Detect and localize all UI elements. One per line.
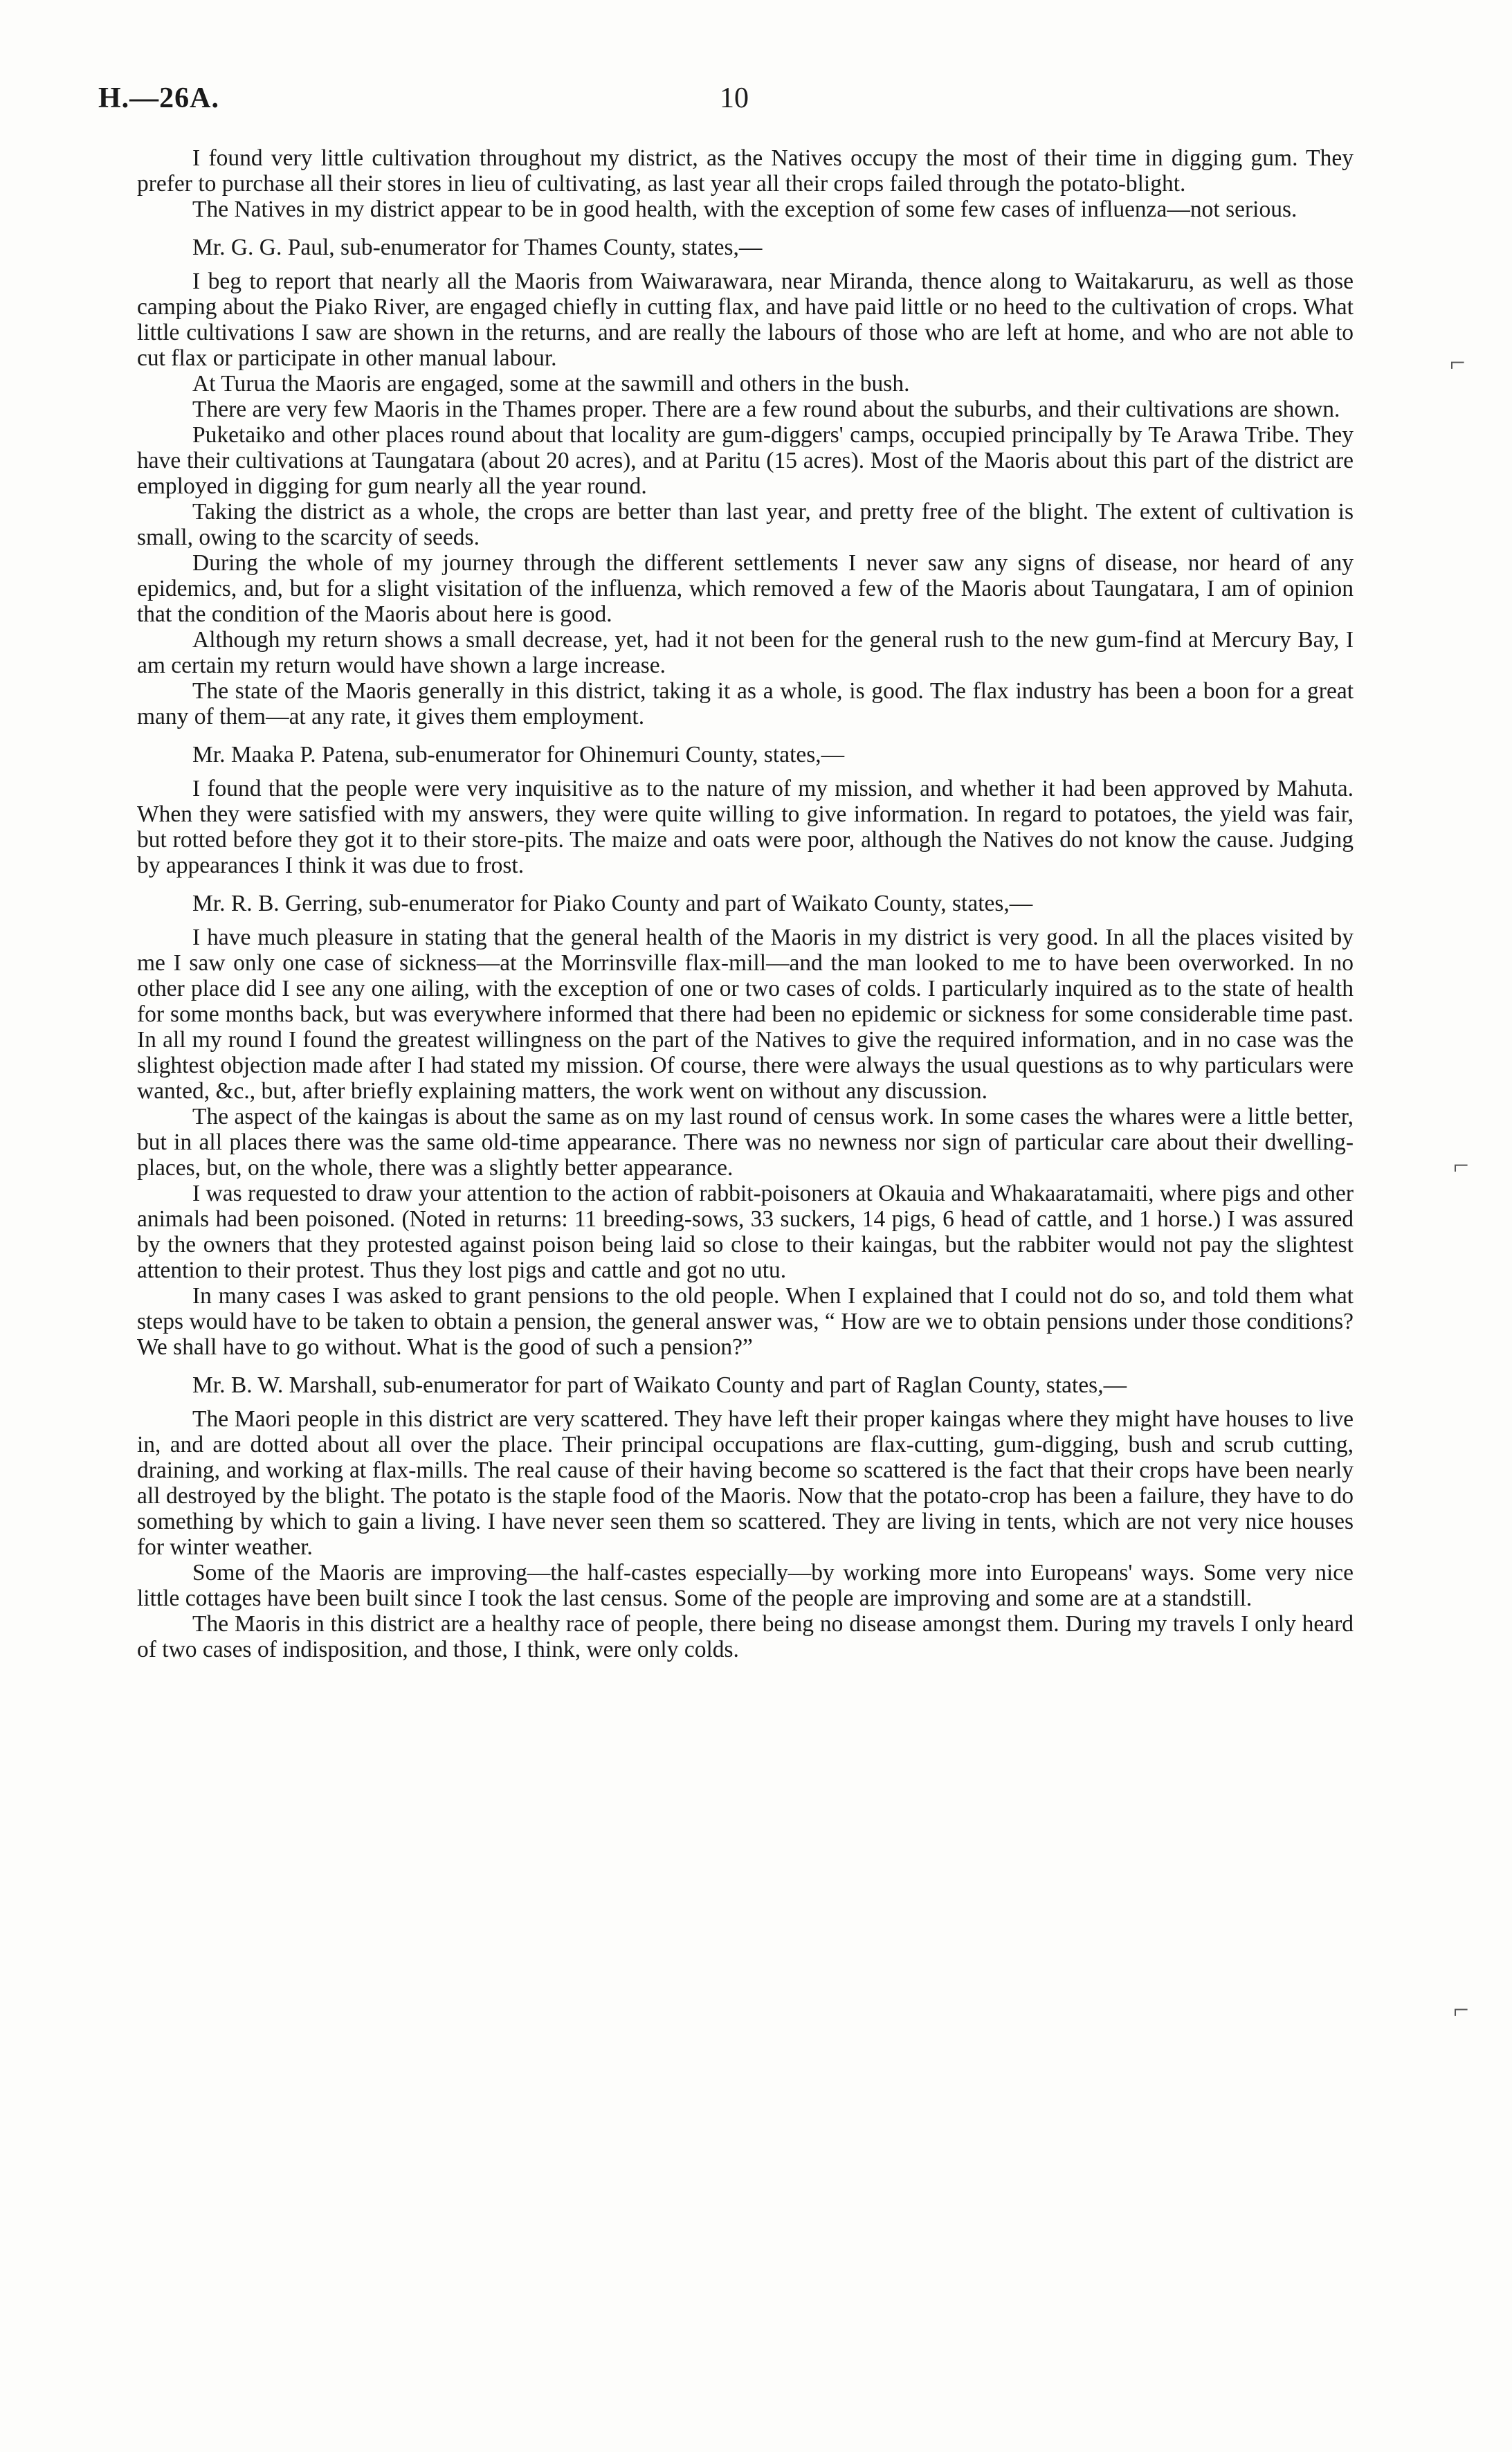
page-header xyxy=(0,82,1512,123)
paragraph: The Maoris in this district are a healthy race of people, there being no disease amongst them. During my travels I only heard of two cases of indisposition, and those, I think, were only colds. xyxy=(137,1611,1354,1662)
paragraph: The state of the Maoris generally in this district, taking it as a whole, is good. The flax industry has been a boon for a great many of them—at any rate, it gives them employment. xyxy=(137,678,1354,729)
section-gerring xyxy=(137,891,1354,1360)
paragraph: Puketaiko and other places round about that locality are gum-diggers' camps, occupied principally by Te Arawa Tribe. They have their cultivations at Taungatara (about 20 acres), and at Paritu (15 acres). Most of the Maoris about this part of the district are employed in digging for gum nearly all the year round. xyxy=(137,422,1354,499)
section-intro: Mr. B. W. Marshall, sub-enumerator for part of Waikato County and part of Raglan County, states,— xyxy=(192,1372,1127,1398)
document-reference: H.—26A. xyxy=(98,82,219,114)
paragraph: I beg to report that nearly all the Maoris from Waiwarawara, near Miranda, thence along to Waitakaruru, as well as those camping about the Piako River, are engaged chiefly in cutting flax, and have paid little or no heed to the cultivation of crops. What little cultivations I saw are shown in the returns, and are really the labours of those who are left at home, and who are not able to cut flax or participate in other manual labour. xyxy=(137,269,1354,371)
paragraph: Although my return shows a small decrease, yet, had it not been for the general rush to the new gum-find at Mercury Bay, I am certain my return would have shown a large increase. xyxy=(137,627,1354,678)
paragraph: The Maori people in this district are very scattered. They have left their proper kaingas where they might have houses to live in, and are dotted about all over the place. Their principal occupations are flax-cutting, gum-digging, bush and scrub cutting, draining, and working at flax-mills. The real cause of their having become so scattered is the fact that their crops have been nearly all destroyed by the blight. The potato is the staple food of the Maoris. Now that the potato-crop has been a failure, they have to do something by which to gain a living. I have never seen them so scattered. They are living in tents, which are not very nice houses for winter weather. xyxy=(137,1406,1354,1560)
paragraph: I found very little cultivation throughout my district, as the Natives occupy the most of their time in digging gum. They prefer to purchase all their stores in lieu of cultivating, as last year all their crops failed through the potato-blight. xyxy=(137,145,1354,197)
section-opening xyxy=(137,145,1354,222)
page-number: 10 xyxy=(720,82,749,114)
section-intro: Mr. G. G. Paul, sub-enumerator for Thames County, states,— xyxy=(192,235,763,260)
section-marshall xyxy=(137,1372,1354,1662)
paragraph: There are very few Maoris in the Thames proper. There are a few round about the suburbs, and their cultivations are shown. xyxy=(192,397,1340,422)
section-paul xyxy=(137,235,1354,729)
paragraph: At Turua the Maoris are engaged, some at the sawmill and others in the bush. xyxy=(192,371,910,397)
margin-mark: ⌐ xyxy=(1450,347,1466,378)
paragraph: During the whole of my journey through the different settlements I never saw any signs of disease, nor heard of any epidemics, and, but for a slight visitation of the influenza, which removed a few of the Maoris about Taungatara, I am of opinion that the condition of the Maoris about here is good. xyxy=(137,550,1354,627)
paragraph: I found that the people were very inquisitive as to the nature of my mission, and whether it had been approved by Mahuta. When they were satisfied with my answers, they were quite willing to give information. In regard to potatoes, the yield was fair, but rotted before they got it to their store-pits. The maize and oats were poor, although the Natives do not know the cause. Judging by appearances I think it was due to frost. xyxy=(137,776,1354,878)
margin-mark: ⌐ xyxy=(1453,1994,1469,2025)
paragraph: Taking the district as a whole, the crops are better than last year, and pretty free of the blight. The extent of cultivation is small, owing to the scarcity of seeds. xyxy=(137,499,1354,550)
paragraph: I was requested to draw your attention to the action of rabbit-poisoners at Okauia and Whakaaratamaiti, where pigs and other animals had been poisoned. (Noted in returns: 11 breeding-sows, 33 suckers, 14 pigs, 6 head of cattle, and 1 horse.) I was assured by the owners that they protested against poison being laid so close to their kaingas, but the rabbiter would not pay the slightest attention to their protest. Thus they lost pigs and cattle and got no utu. xyxy=(137,1181,1354,1283)
section-patena xyxy=(137,742,1354,878)
paragraph: The Natives in my district appear to be in good health, with the exception of some few cases of influenza—not serious. xyxy=(192,197,1297,222)
paragraph: I have much pleasure in stating that the general health of the Maoris in my district is very good. In all the places visited by me I saw only one case of sickness—at the Morrinsville flax-mill—and the man looked to me to have been overworked. In no other place did I see any one ailing, with the exception of one or two cases of colds. I particularly inquired as to the state of health for some months back, but was everywhere informed that there had been no epidemic or sickness for some considerable time past. In all my round I found the greatest willingness on the part of the Natives to give the required information, and in no case was the slightest objection made after I had stated my mission. Of course, there were always the usual questions as to why particulars were wanted, &c., but, after briefly explaining matters, the work went on without any discussion. xyxy=(137,925,1354,1104)
section-intro: Mr. R. B. Gerring, sub-enumerator for Piako County and part of Waikato County, states,— xyxy=(192,891,1033,916)
margin-mark: ⌐ xyxy=(1453,1150,1469,1181)
paragraph: The aspect of the kaingas is about the same as on my last round of census work. In some cases the whares were a little better, but in all places there was the same old-time appearance. There was no newness nor sign of particular care about their dwelling-places, but, on the whole, there was a slightly better appearance. xyxy=(137,1104,1354,1181)
paragraph: In many cases I was asked to grant pensions to the old people. When I explained that I could not do so, and told them what steps would have to be taken to obtain a pension, the general answer was, “ How are we to obtain pensions under those conditions? We shall have to go without. What is the good of such a pension?” xyxy=(137,1283,1354,1360)
paragraph: Some of the Maoris are improving—the half-castes especially—by working more into Europeans' ways. Some very nice little cottages have been built since I took the last census. Some of the people are improving and some are at a standstill. xyxy=(137,1560,1354,1611)
document-body xyxy=(137,145,1354,1662)
section-intro: Mr. Maaka P. Patena, sub-enumerator for Ohinemuri County, states,— xyxy=(192,742,845,768)
